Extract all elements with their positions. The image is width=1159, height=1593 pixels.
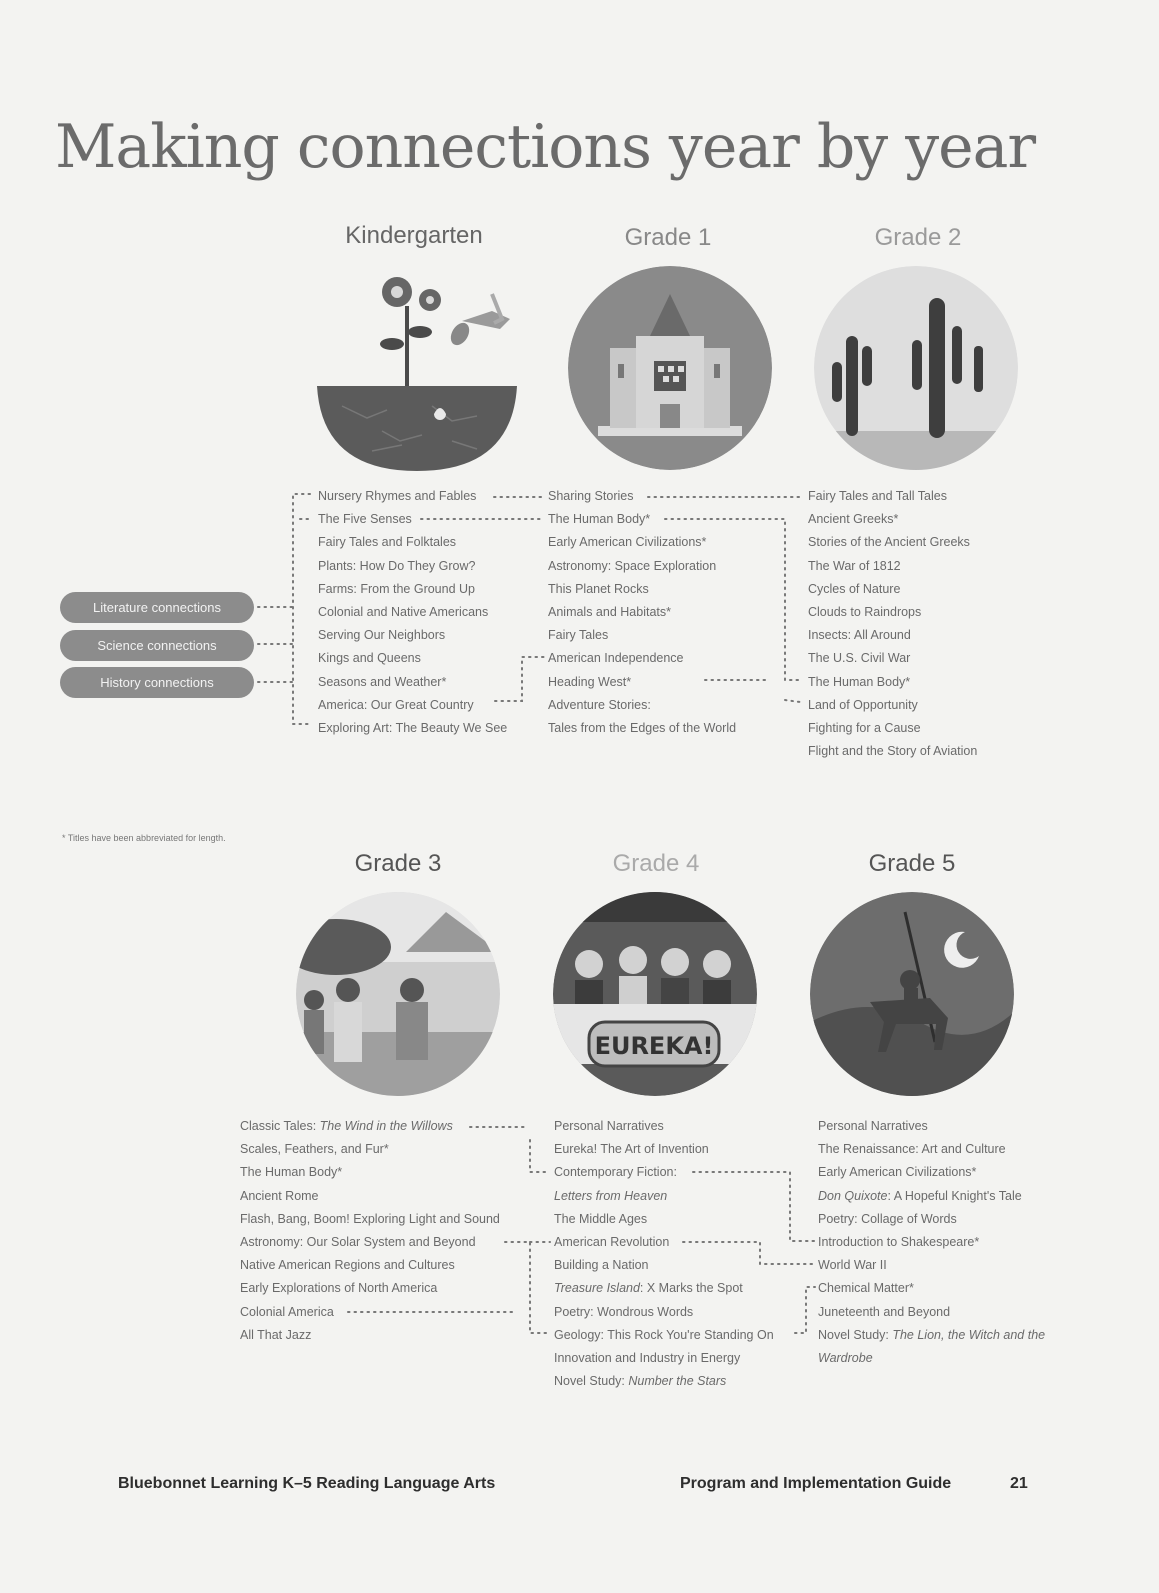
list-item: World War II — [818, 1258, 887, 1273]
list-item: Exploring Art: The Beauty We See — [318, 721, 508, 736]
list-item: Adventure Stories: — [548, 697, 651, 712]
grade-1-castle-illustration — [568, 266, 772, 470]
list-item: Building a Nation — [554, 1258, 649, 1273]
list-item: Kings and Queens — [318, 651, 421, 666]
list-item — [554, 1185, 774, 1208]
list-item: Personal Narratives — [818, 1119, 928, 1133]
list-item: The War of 1812 — [808, 558, 901, 573]
list-item: Insects: All Around — [808, 628, 911, 643]
list-item: Colonial and Native Americans — [318, 605, 489, 620]
literature-connections-pill: Literature connections — [60, 592, 254, 623]
list-item: The Human Body* — [548, 512, 651, 527]
list-item: Early Explorations of North America — [240, 1281, 438, 1296]
list-item: The Human Body* — [240, 1165, 343, 1180]
list-item: Astronomy: Space Exploration — [548, 558, 717, 573]
footer-guide-title: Program and Implementation Guide — [680, 1475, 952, 1492]
list-item-text: Novel Study: — [818, 1327, 893, 1342]
grade-2-cactus-illustration — [814, 266, 1018, 470]
list-item: Cycles of Nature — [808, 581, 901, 596]
list-item: American Revolution — [554, 1235, 670, 1250]
list-item: Serving Our Neighbors — [318, 628, 446, 643]
science-connections-pill: Science connections — [60, 630, 254, 661]
list-item: Eureka! The Art of Invention — [554, 1142, 709, 1157]
list-item: Fighting for a Cause — [808, 721, 921, 736]
list-item: America: Our Great Country — [318, 697, 474, 712]
list-item: Nursery Rhymes and Fables — [318, 489, 477, 503]
list-item: Stories of the Ancient Greeks — [808, 535, 970, 550]
list-item: The Five Senses — [318, 512, 412, 527]
list-item — [818, 1347, 1045, 1370]
list-item: Sharing Stories — [548, 489, 634, 503]
list-item-italic-title: Number the Stars — [628, 1374, 727, 1389]
list-item: Colonial America — [240, 1304, 334, 1319]
list-item: Flight and the Story of Aviation — [808, 744, 978, 759]
abbreviation-footnote: * Titles have been abbreviated for length. — [62, 833, 226, 843]
list-item: Contemporary Fiction: — [554, 1165, 677, 1180]
list-item: The U.S. Civil War — [808, 651, 911, 666]
page-title: Making connections year by year — [55, 112, 1036, 182]
list-item: Plants: How Do They Grow? — [318, 558, 476, 573]
kindergarten-topic-list — [318, 485, 507, 740]
kindergarten-illustration — [312, 266, 522, 476]
list-item: Ancient Rome — [240, 1188, 319, 1203]
list-item-text: Classic Tales: — [240, 1119, 320, 1133]
list-item-italic-title: The Wind in the Willows — [319, 1119, 453, 1133]
list-item: Heading West* — [548, 674, 632, 689]
list-item: Poetry: Wondrous Words — [554, 1304, 694, 1319]
list-item: Astronomy: Our Solar System and Beyond — [240, 1235, 476, 1250]
list-item: Early American Civilizations* — [818, 1165, 977, 1180]
list-item — [554, 1370, 774, 1393]
list-item — [818, 1185, 1045, 1208]
list-item: The Middle Ages — [554, 1211, 648, 1226]
list-item-italic-title: Treasure Island — [554, 1281, 640, 1296]
list-item: Tales from the Edges of the World — [548, 721, 737, 736]
list-item: Flash, Bang, Boom! Exploring Light and Sound — [240, 1211, 500, 1226]
grade-heading-grade-4: Grade 4 — [612, 850, 700, 877]
list-item: Animals and Habitats* — [548, 605, 671, 620]
list-item: Chemical Matter* — [818, 1281, 914, 1296]
page-number: 21 — [1010, 1475, 1028, 1492]
list-item: Fairy Tales and Tall Tales — [808, 489, 947, 503]
grade-3-people-illustration — [296, 892, 500, 1096]
grade-2-topic-list — [808, 485, 977, 763]
list-item — [818, 1324, 1045, 1347]
list-item: Clouds to Raindrops — [808, 605, 922, 620]
grade-1-topic-list — [548, 485, 736, 740]
list-item: Fairy Tales and Folktales — [318, 535, 457, 550]
list-item: This Planet Rocks — [548, 581, 649, 596]
list-item-italic-title: Letters from Heaven — [554, 1188, 668, 1203]
grade-3-topic-list — [240, 1115, 500, 1347]
grade-4-topic-list — [554, 1115, 774, 1393]
list-item: Scales, Feathers, and Fur* — [240, 1142, 389, 1157]
list-item — [554, 1277, 774, 1300]
list-item: Land of Opportunity — [808, 697, 918, 712]
list-item: Early American Civilizations* — [548, 535, 707, 550]
history-connections-pill: History connections — [60, 667, 254, 698]
list-item: American Independence — [548, 651, 684, 666]
list-item: Juneteenth and Beyond — [818, 1304, 951, 1319]
footer-program-name: Bluebonnet Learning K–5 Reading Language Arts — [118, 1475, 496, 1492]
list-item-italic-title: The Lion, the Witch and the — [892, 1327, 1046, 1342]
list-item: Seasons and Weather* — [318, 674, 447, 689]
list-item — [240, 1115, 500, 1138]
list-item: Farms: From the Ground Up — [318, 581, 475, 596]
list-item: Fairy Tales — [548, 628, 609, 643]
grade-5-knight-illustration — [810, 892, 1014, 1096]
list-item: Personal Narratives — [554, 1119, 664, 1133]
list-item: The Renaissance: Art and Culture — [818, 1142, 1006, 1157]
list-item: Introduction to Shakespeare* — [818, 1235, 980, 1250]
grade-heading-kindergarten: Kindergarten — [345, 222, 483, 249]
list-item-text: Novel Study: — [554, 1374, 629, 1389]
list-item: Innovation and Industry in Energy — [554, 1351, 741, 1366]
list-item: All That Jazz — [240, 1327, 312, 1342]
list-item: Poetry: Collage of Words — [818, 1211, 957, 1226]
list-item: Ancient Greeks* — [808, 512, 899, 527]
grade-5-topic-list — [818, 1115, 1045, 1370]
grade-heading-grade-3: Grade 3 — [354, 850, 442, 877]
grade-heading-grade-1: Grade 1 — [624, 224, 712, 251]
grade-4-eureka-illustration — [553, 892, 757, 1096]
grade-heading-grade-5: Grade 5 — [868, 850, 956, 877]
list-item-text: : A Hopeful Knight's Tale — [887, 1188, 1022, 1203]
eureka-banner-text: EUREKA! — [594, 1032, 714, 1060]
list-item: The Human Body* — [808, 674, 911, 689]
list-item-italic-title: Don Quixote — [818, 1188, 888, 1203]
list-item-italic-title: Wardrobe — [818, 1351, 873, 1366]
list-item-text: : X Marks the Spot — [639, 1281, 743, 1296]
grade-heading-grade-2: Grade 2 — [874, 224, 962, 251]
list-item: Geology: This Rock You're Standing On — [554, 1327, 774, 1342]
list-item: Native American Regions and Cultures — [240, 1258, 455, 1273]
